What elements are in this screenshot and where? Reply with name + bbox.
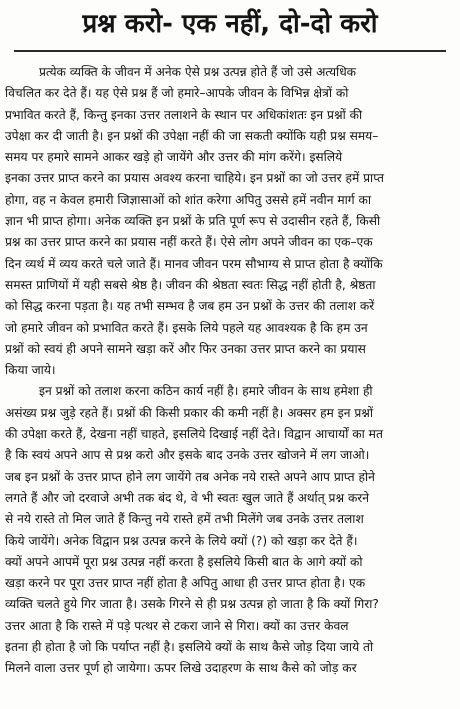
text-line: किया जाये। [5, 363, 56, 378]
title-underline [14, 50, 446, 52]
text-line: उपेक्षा कर दी जाती है। इन प्रश्नों की उपेक्षा नहीं की जा सकती क्योंकि यही प्रश्न समय– [5, 128, 379, 143]
text-line: प्रत्येक व्यक्ति के जीवन में अनेक ऐसे प्रश्न उत्पन्न होते हैं जो उसे अत्यधिक [39, 65, 357, 79]
text-line: जब इन प्रश्नों के उत्तर प्राप्त होने लग जायेंगे तब अनेक नये रास्ते अपने आप प्राप्त होने [5, 469, 375, 484]
text-line: समस्त प्राणियों में यही सबसे श्रेष्ठ है। जीवन की श्रेष्ठता स्वतः सिद्ध नहीं होती है, श्रेष्ठता [5, 277, 376, 292]
document-title: प्रश्न करो- एक नहीं, दो-दो करो [82, 9, 378, 39]
text-line: किये जायेंगे। अनेक विद्वान प्रश्न उत्पन्न करने के लिये क्यों (?) को खड़ा कर देते हैं। [5, 533, 358, 548]
text-line: प्रभावित करते हैं, किन्तु इनका उत्तर तलाशने के स्थान पर अधिकांशतः इन प्रश्नों की [5, 107, 363, 122]
text-line: खड़ा करने पर पूरा उत्तर प्राप्त नहीं होता है अपितु आधा ही उत्तर प्राप्त होता है। एक [5, 576, 366, 591]
text-line: असंख्य प्रश्न जुड़े रहते हैं। प्रश्नों की किसी प्रकार की कमी नहीं है। अक्सर हम इन प्रश्नों [5, 405, 374, 420]
text-line: इतना ही होता है जो कि पर्याप्त नहीं है। इसलिये क्यों के साथ कैसे जोड़ दिया जाये तो [5, 640, 374, 655]
text-line: इनका उत्तर प्राप्त करने का प्रयास अवश्य करना चाहिये। इन प्रश्नों का जो उत्तर हमें प्राप्त [5, 171, 384, 186]
text-line: विचलित कर देते हैं। यह ऐसे प्रश्न हैं जो हमारे–आपके जीवन के विभिन्न क्षेत्रों को [5, 86, 349, 101]
text-line: की उपेक्षा करते हैं, देखना नहीं चाहते, इसलिये दिखाई नहीं देते। विद्वान आचार्यों का मत [5, 427, 383, 442]
text-line: दिन व्यर्थ में व्यय करते चले जाते हैं। मानव जीवन परम सौभाग्य से प्राप्त होता है क्योंकि [5, 256, 383, 271]
text-line: लगते हैं और जो दरवाजे अभी तक बंद थे, वे भी स्वतः खुल जाते हैं अर्थात् प्रश्न करने [5, 490, 370, 505]
text-line: है कि स्वयं अपने आप से प्रश्न करो और इसके बाद उनके उत्तर खोजने में लग जाओ। [5, 448, 370, 463]
text-line: प्रश्नों को स्वयं ही अपने सामने खड़ा करें और फिर उनका उत्तर प्राप्त करने का प्रयास [5, 341, 366, 356]
text-line: समय पर हमारे सामने आकर खड़े हो जायेंगे और उत्तर की मांग करेंगे। इसलिये [5, 150, 343, 165]
text-line: को सिद्ध करना पड़ता है। यह तभी सम्भव है जब हम उन प्रश्नों के उत्तर की तलाश करें [5, 299, 375, 314]
document-body [5, 62, 455, 680]
text-line: होगा, वह न केवल हमारी जिज्ञासाओं को शांत करेगा अपितु उससे हमें नवीन मार्ग का [5, 192, 372, 207]
text-line: ज्ञान भी प्राप्त होगा। अनेक व्यक्ति इन प्रश्नों के प्रति पूर्ण रूप से उदासीन रहते हैं, किसी [5, 214, 381, 229]
text-line: व्यक्ति चलते हुये गिर जाता है। उसके गिरने से ही प्रश्न उत्पन्न हो जाता है कि क्यों गिरा? [5, 597, 379, 612]
text-line: मिलने वाला उत्तर पूर्ण हो जायेगा। ऊपर लिखे उदाहरण के साथ कैसे को जोड़ कर [5, 661, 357, 676]
text-line: से नये रास्ते तो मिल जाते हैं किन्तु नये रास्ते हमें तभी मिलेंगे जब उनके उत्तर तलाश [5, 512, 364, 527]
text-line: क्यों अपने आपमें पूरा प्रश्न उत्पन्न नहीं करता है इसलिये किसी बात के आगे क्यों को [5, 554, 363, 569]
text-line: इन प्रश्नों को तलाश करना कठिन कार्य नहीं है। हमारे जीवन के साथ हमेशा ही [39, 384, 373, 399]
text-line: जो हमारे जीवन को प्रभावित करते हैं। इसके लिये पहले यह आवश्यक है कि हम उन [5, 320, 368, 335]
text-line: प्रश्न का उत्तर प्राप्त करने का प्रयास नहीं करते हैं। ऐसे लोग अपने जीवन का एक–एक [5, 235, 373, 250]
text-line: उत्तर आता है कि रास्ते में पड़े पत्थर से टकरा जाने से गिरा। क्यों का उत्तर केवल [5, 618, 349, 633]
